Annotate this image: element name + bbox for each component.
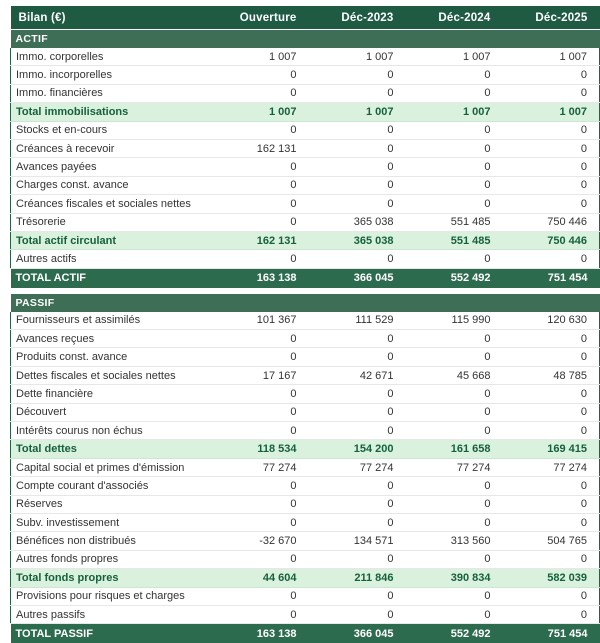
row-value: 0: [406, 477, 503, 495]
row-value: 0: [309, 495, 406, 513]
row-value: 751 454: [503, 268, 600, 288]
row-value: 0: [503, 513, 600, 531]
row-value: 0: [309, 477, 406, 495]
table-row: [11, 312, 600, 330]
row-label: TOTAL PASSIF: [11, 624, 212, 643]
row-value: 17 167: [212, 366, 309, 384]
row-value: 0: [406, 513, 503, 531]
row-value: 0: [406, 330, 503, 348]
table-row: [11, 458, 600, 476]
row-label: Immo. incorporelles: [11, 66, 212, 84]
row-value: 0: [503, 587, 600, 605]
row-label: Créances fiscales et sociales nettes: [11, 195, 212, 213]
row-value: 0: [309, 158, 406, 176]
row-value: 0: [309, 66, 406, 84]
row-value: 0: [212, 513, 309, 531]
table-row: [11, 66, 600, 84]
row-value: 0: [309, 121, 406, 139]
row-value: 1 007: [309, 103, 406, 121]
row-value: 0: [309, 587, 406, 605]
table-row: [11, 550, 600, 568]
row-value: 0: [212, 587, 309, 605]
row-value: 0: [212, 250, 309, 268]
row-value: 0: [503, 330, 600, 348]
table-row: [11, 477, 600, 495]
row-value: 0: [309, 513, 406, 531]
row-value: 1 007: [503, 103, 600, 121]
row-label: Compte courant d'associés: [11, 477, 212, 495]
row-label: Avances reçues: [11, 330, 212, 348]
table-row: [11, 84, 600, 102]
row-value: 161 658: [406, 440, 503, 458]
row-label: Immo. financières: [11, 84, 212, 102]
row-value: 0: [503, 348, 600, 366]
row-value: 0: [406, 195, 503, 213]
row-value: 0: [309, 176, 406, 194]
row-label: Fournisseurs et assimilés: [11, 312, 212, 330]
row-value: 0: [309, 250, 406, 268]
column-header-ouverture: Ouverture: [212, 6, 309, 30]
row-value: 551 485: [406, 213, 503, 231]
column-header-dec-2024: Déc-2024: [406, 6, 503, 30]
row-value: 0: [503, 139, 600, 157]
row-value: 134 571: [309, 532, 406, 550]
row-value: 0: [406, 403, 503, 421]
row-label: Trésorerie: [11, 213, 212, 231]
row-value: 42 671: [309, 366, 406, 384]
table-row: [11, 513, 600, 531]
row-value: 162 131: [212, 231, 309, 249]
row-value: 0: [212, 66, 309, 84]
table-row: [11, 213, 600, 231]
row-value: 0: [406, 84, 503, 102]
row-value: 0: [406, 550, 503, 568]
section-header-passif: [11, 294, 600, 312]
row-value: 0: [212, 550, 309, 568]
row-value: 0: [406, 495, 503, 513]
row-value: 365 038: [309, 231, 406, 249]
row-label: Provisions pour risques et charges: [11, 587, 212, 605]
table-row: [11, 195, 600, 213]
row-label: Stocks et en-cours: [11, 121, 212, 139]
row-value: 0: [212, 176, 309, 194]
table-row: [11, 158, 600, 176]
row-value: 162 131: [212, 139, 309, 157]
row-value: 77 274: [406, 458, 503, 476]
row-value: 0: [309, 195, 406, 213]
table-row: [11, 268, 600, 288]
row-value: 504 765: [503, 532, 600, 550]
row-value: 1 007: [503, 48, 600, 66]
row-value: 0: [309, 605, 406, 623]
row-value: 0: [406, 605, 503, 623]
row-value: 0: [212, 477, 309, 495]
row-value: 0: [503, 176, 600, 194]
row-value: 0: [309, 550, 406, 568]
row-value: 0: [503, 477, 600, 495]
table-row: [11, 624, 600, 643]
row-value: 118 534: [212, 440, 309, 458]
table-row: [11, 121, 600, 139]
row-value: 1 007: [212, 103, 309, 121]
row-value: 0: [212, 385, 309, 403]
row-value: 0: [406, 66, 503, 84]
row-value: 77 274: [309, 458, 406, 476]
row-value: 0: [212, 158, 309, 176]
section-passif: [11, 294, 600, 643]
row-label: Autres fonds propres: [11, 550, 212, 568]
row-value: 0: [503, 605, 600, 623]
row-value: 0: [212, 422, 309, 440]
row-label: Autres passifs: [11, 605, 212, 623]
row-label: Total dettes: [11, 440, 212, 458]
table-row: [11, 348, 600, 366]
row-label: Capital social et primes d'émission: [11, 458, 212, 476]
row-value: 0: [212, 195, 309, 213]
row-label: Dette financière: [11, 385, 212, 403]
row-value: 750 446: [503, 231, 600, 249]
row-value: 0: [309, 139, 406, 157]
row-value: 0: [406, 176, 503, 194]
section-label: PASSIF: [11, 294, 600, 312]
row-value: 0: [212, 403, 309, 421]
row-value: 0: [212, 495, 309, 513]
table-row: [11, 569, 600, 587]
row-value: 0: [503, 84, 600, 102]
table-row: [11, 440, 600, 458]
row-value: 0: [309, 403, 406, 421]
row-value: 0: [406, 422, 503, 440]
row-value: 101 367: [212, 312, 309, 330]
row-value: 0: [503, 158, 600, 176]
row-value: 0: [503, 385, 600, 403]
table-row: [11, 330, 600, 348]
row-value: 163 138: [212, 624, 309, 643]
table-row: [11, 250, 600, 268]
row-value: 77 274: [212, 458, 309, 476]
row-value: 169 415: [503, 440, 600, 458]
row-value: 751 454: [503, 624, 600, 643]
row-label: Total actif circulant: [11, 231, 212, 249]
row-value: 582 039: [503, 569, 600, 587]
row-value: 0: [503, 121, 600, 139]
row-value: 0: [503, 422, 600, 440]
row-value: 0: [503, 250, 600, 268]
table-row: [11, 103, 600, 121]
table-row: [11, 366, 600, 384]
row-value: 163 138: [212, 268, 309, 288]
row-value: 1 007: [212, 48, 309, 66]
table-row: [11, 605, 600, 623]
column-header-dec-2023: Déc-2023: [309, 6, 406, 30]
row-value: 0: [309, 330, 406, 348]
row-value: 115 990: [406, 312, 503, 330]
row-label: Total immobilisations: [11, 103, 212, 121]
row-value: 0: [503, 195, 600, 213]
row-label: Bénéfices non distribués: [11, 532, 212, 550]
row-label: Autres actifs: [11, 250, 212, 268]
row-value: 0: [309, 84, 406, 102]
section-header-actif: [11, 30, 600, 49]
balance-sheet-table: [10, 6, 600, 643]
row-label: Total fonds propres: [11, 569, 212, 587]
column-header-dec-2025: Déc-2025: [503, 6, 600, 30]
row-value: 0: [212, 330, 309, 348]
row-value: 48 785: [503, 366, 600, 384]
row-label: Dettes fiscales et sociales nettes: [11, 366, 212, 384]
row-value: 0: [212, 213, 309, 231]
table-row: [11, 385, 600, 403]
row-value: 0: [212, 84, 309, 102]
row-value: 1 007: [406, 48, 503, 66]
row-value: 1 007: [406, 103, 503, 121]
row-value: 0: [406, 348, 503, 366]
section-label: ACTIF: [11, 30, 600, 49]
table-row: [11, 403, 600, 421]
row-value: -32 670: [212, 532, 309, 550]
row-label: Réserves: [11, 495, 212, 513]
table-title: Bilan (€): [11, 6, 212, 30]
row-value: 0: [309, 422, 406, 440]
table-row: [11, 48, 600, 66]
row-value: 0: [212, 605, 309, 623]
row-value: 552 492: [406, 624, 503, 643]
balance-sheet: [10, 6, 599, 643]
row-value: 0: [406, 139, 503, 157]
row-label: Créances à recevoir: [11, 139, 212, 157]
row-value: 0: [406, 121, 503, 139]
row-label: Avances payées: [11, 158, 212, 176]
row-value: 0: [406, 250, 503, 268]
table-row: [11, 422, 600, 440]
row-value: 154 200: [309, 440, 406, 458]
row-value: 365 038: [309, 213, 406, 231]
row-value: 313 560: [406, 532, 503, 550]
row-label: Immo. corporelles: [11, 48, 212, 66]
row-label: Charges const. avance: [11, 176, 212, 194]
row-value: 44 604: [212, 569, 309, 587]
row-value: 0: [212, 348, 309, 366]
row-value: 211 846: [309, 569, 406, 587]
row-value: 0: [503, 495, 600, 513]
row-value: 120 630: [503, 312, 600, 330]
row-value: 0: [503, 403, 600, 421]
row-value: 366 045: [309, 624, 406, 643]
table-row: [11, 139, 600, 157]
row-label: TOTAL ACTIF: [11, 268, 212, 288]
row-value: 0: [406, 587, 503, 605]
row-label: Subv. investissement: [11, 513, 212, 531]
table-row: [11, 176, 600, 194]
table-row: [11, 495, 600, 513]
row-value: 0: [309, 385, 406, 403]
row-label: Intérêts courus non échus: [11, 422, 212, 440]
row-value: 0: [503, 550, 600, 568]
row-value: 1 007: [309, 48, 406, 66]
table-header-row: [11, 6, 600, 30]
row-value: 0: [406, 158, 503, 176]
row-value: 45 668: [406, 366, 503, 384]
row-value: 0: [309, 348, 406, 366]
row-value: 551 485: [406, 231, 503, 249]
row-value: 366 045: [309, 268, 406, 288]
row-value: 750 446: [503, 213, 600, 231]
table-row: [11, 587, 600, 605]
row-value: 77 274: [503, 458, 600, 476]
row-label: Produits const. avance: [11, 348, 212, 366]
row-value: 0: [503, 66, 600, 84]
row-value: 0: [406, 385, 503, 403]
row-value: 390 834: [406, 569, 503, 587]
row-value: 111 529: [309, 312, 406, 330]
row-label: Découvert: [11, 403, 212, 421]
row-value: 0: [212, 121, 309, 139]
row-value: 552 492: [406, 268, 503, 288]
table-row: [11, 532, 600, 550]
section-actif: [11, 30, 600, 288]
table-row: [11, 231, 600, 249]
